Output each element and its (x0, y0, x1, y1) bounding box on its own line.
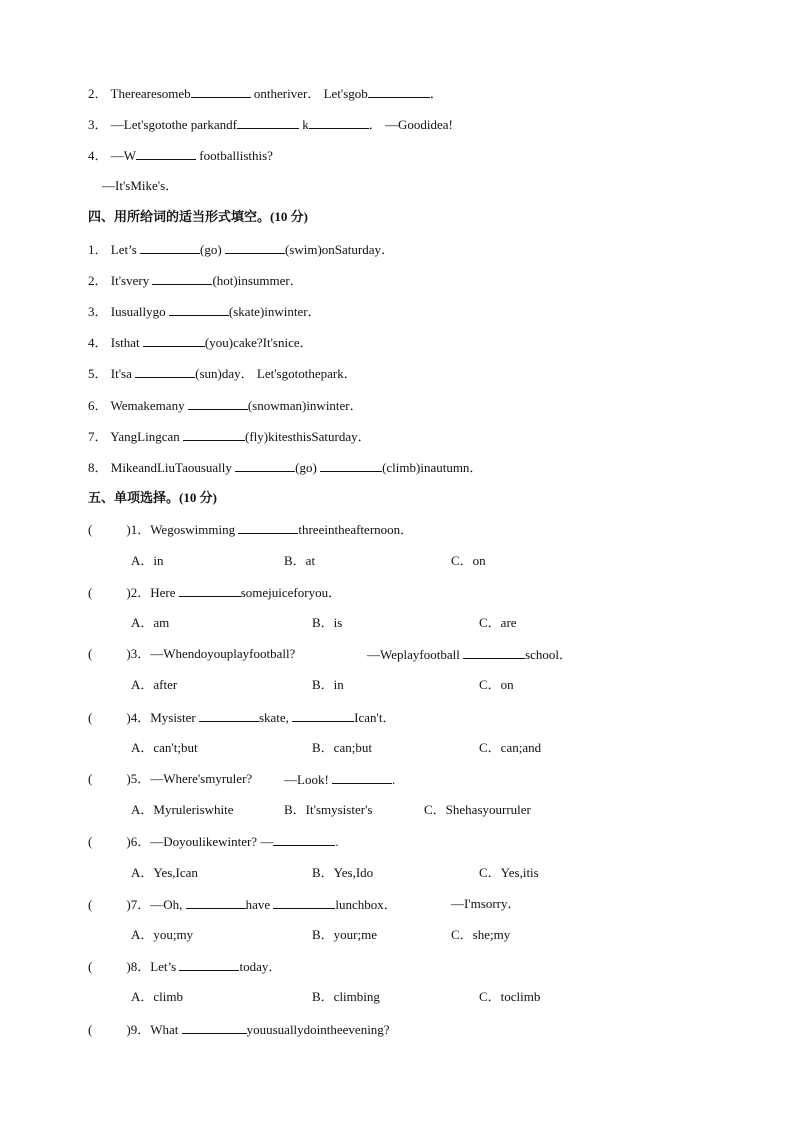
option-c[interactable]: C．on (451, 553, 486, 568)
option-b[interactable]: B．in (312, 677, 344, 692)
option-a[interactable]: A．Yes,Ican (131, 865, 198, 880)
mc-question-8: ( )8．Let’s today． (88, 959, 282, 974)
answer-blank[interactable] (368, 85, 430, 98)
mc-question-7: ( )7．—Oh, have lunchbox． (88, 897, 397, 912)
answer-blank[interactable] (309, 116, 369, 129)
answer-blank[interactable] (136, 147, 196, 160)
answer-blank[interactable] (179, 958, 239, 971)
section4-title: 四、用所给词的适当形式填空。(10 分) (88, 209, 308, 224)
option-b[interactable]: B．your;me (312, 927, 377, 942)
answer-blank[interactable] (225, 241, 285, 254)
option-b[interactable]: B．can;but (312, 740, 372, 755)
option-a[interactable]: A．in (131, 553, 164, 568)
mc-question-3-answer: —Weplayfootball school． (367, 647, 573, 662)
answer-blank[interactable] (273, 833, 335, 846)
option-a[interactable]: A．you;my (131, 927, 194, 942)
mc-question-6: ( )6．—Doyoulikewinter? — . (88, 834, 339, 849)
answer-blank[interactable] (463, 646, 525, 659)
mc-question-4: ( )4．Mysister skate, Ican't． (88, 710, 396, 725)
option-b[interactable]: B．climbing (312, 989, 380, 1004)
answer-blank[interactable] (135, 365, 195, 378)
option-c[interactable]: C．Yes,itis (479, 865, 539, 880)
fill-item-2: 2． Therearesomeb ontheriver． Let'sgob ． (88, 86, 443, 101)
option-a[interactable]: A．Myruleriswhite (131, 802, 234, 817)
answer-blank[interactable] (191, 85, 251, 98)
option-a[interactable]: A．am (131, 615, 170, 630)
answer-blank[interactable] (143, 334, 205, 347)
fill-item-3: 3． —Let'sgotothe parkandf k ． —Goodidea! (88, 117, 453, 132)
answer-blank[interactable] (292, 709, 354, 722)
answer-blank[interactable] (320, 459, 382, 472)
fill-item-4-answer: —It'sMike's． (102, 178, 179, 193)
option-c[interactable]: C．can;and (479, 740, 542, 755)
answer-blank[interactable] (169, 303, 229, 316)
answer-blank[interactable] (152, 272, 212, 285)
option-c[interactable]: C．she;my (451, 927, 511, 942)
answer-blank[interactable] (332, 771, 392, 784)
s4-item-8: 8． MikeandLiuTaousually (go) (climb)inautumn． (88, 460, 483, 475)
mc-question-2: ( )2．Here somejuiceforyou． (88, 585, 342, 600)
option-b[interactable]: B．It'smysister's (284, 802, 373, 817)
option-a[interactable]: A．climb (131, 989, 183, 1004)
s4-item-4: 4． Isthat (you)cake?It'snice． (88, 335, 313, 350)
mc-question-5-reply: —Look! . (284, 772, 396, 787)
answer-blank[interactable] (140, 241, 200, 254)
answer-blank[interactable] (188, 397, 248, 410)
option-a[interactable]: A．after (131, 677, 178, 692)
s4-item-7: 7． YangLingcan (fly)kitesthisSaturday． (88, 429, 371, 444)
answer-blank[interactable] (235, 459, 295, 472)
s4-item-2: 2． It'svery (hot)insummer． (88, 273, 303, 288)
answer-blank[interactable] (237, 116, 299, 129)
option-c[interactable]: C．Shehasyourruler (424, 802, 531, 817)
s4-item-3: 3． Iusuallygo (skate)inwinter． (88, 304, 321, 319)
fill-item-4: 4． —W footballisthis? (88, 148, 273, 163)
item-number: 2． (88, 86, 108, 101)
s4-item-1: 1． Let’s (go) (swim)onSaturday． (88, 242, 394, 257)
mc-question-1: ( )1．Wegoswimming threeintheafternoon． (88, 522, 414, 537)
option-c[interactable]: C．are (479, 615, 517, 630)
answer-blank[interactable] (183, 428, 245, 441)
answer-blank[interactable] (182, 1021, 247, 1034)
mc-question-7-reply: —I'msorry． (451, 896, 521, 911)
option-c[interactable]: C．on (479, 677, 514, 692)
option-b[interactable]: B．at (284, 553, 316, 568)
section5-title: 五、单项选择。(10 分) (88, 490, 217, 505)
answer-blank[interactable] (273, 896, 335, 909)
s4-item-6: 6． Wemakemany (snowman)inwinter． (88, 398, 363, 413)
mc-question-5: ( )5．—Where'smyruler? (88, 771, 253, 786)
mc-question-3: ( )3．—Whendoyouplayfootball? (88, 646, 296, 661)
option-b[interactable]: B．Yes,Ido (312, 865, 374, 880)
answer-blank[interactable] (199, 709, 259, 722)
answer-blank[interactable] (186, 896, 246, 909)
mc-question-9: ( )9．What youusuallydointheevening? (88, 1022, 390, 1037)
option-a[interactable]: A．can't;but (131, 740, 198, 755)
option-c[interactable]: C．toclimb (479, 989, 541, 1004)
answer-blank[interactable] (238, 521, 298, 534)
option-b[interactable]: B．is (312, 615, 343, 630)
answer-blank[interactable] (179, 584, 241, 597)
s4-item-5: 5． It'sa (sun)day． Let'sgotothepark． (88, 366, 357, 381)
